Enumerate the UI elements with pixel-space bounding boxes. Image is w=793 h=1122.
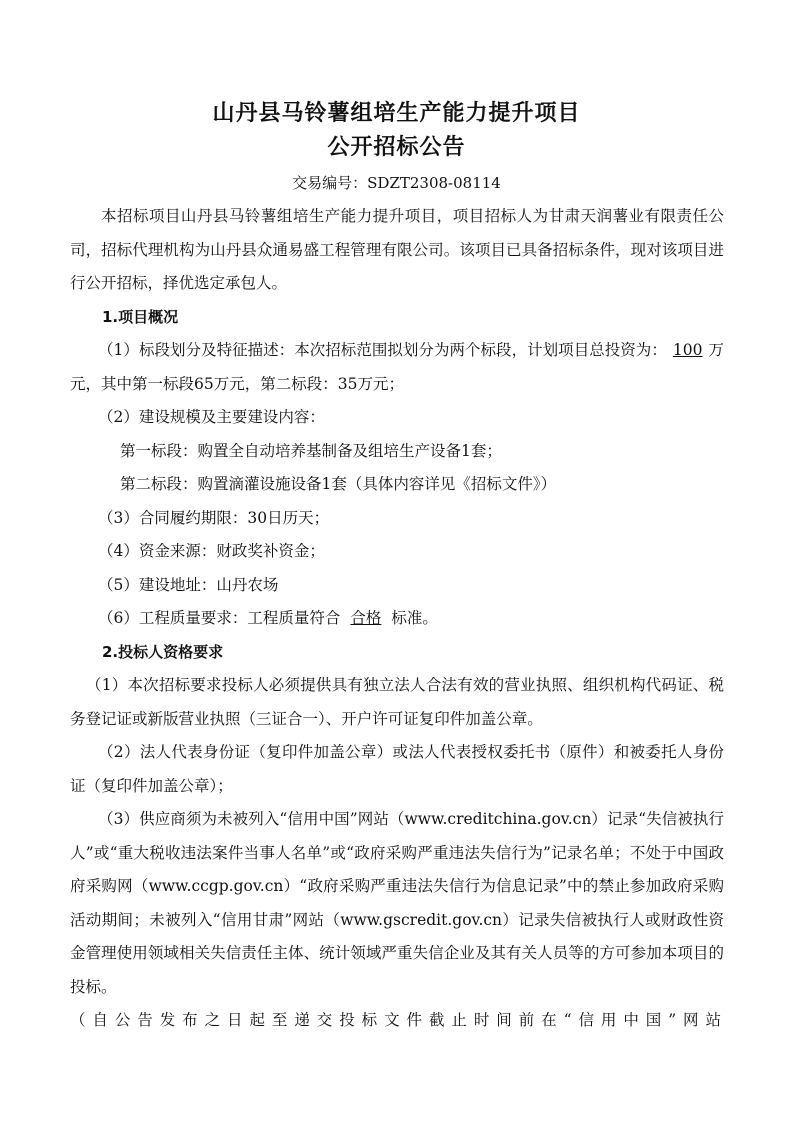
section1-item5: （5）建设地址：山丹农场 [98, 575, 279, 594]
title-line1: 山丹县马铃薯组培生产能力提升项目 [212, 101, 581, 126]
section1-item1 [70, 334, 724, 401]
title-line2: 公开招标公告 [327, 135, 466, 160]
document-body [70, 200, 724, 1038]
item1-suffix: 万元，其中第一标段65万元，第二标段：35万元； [70, 341, 724, 393]
section1-item2: （2）建设规模及主要建设内容： [98, 408, 325, 426]
section2-req3: （3）供应商须为未被列入“信用中国”网站（www.creditchina.gov.cn）记录“失信被执行人”或“重大税收违法案件当事人名单”或“政府采购严重违法失信行为”记录名单；不处于中国政府采购网（www.ccgp.gov.cn）“政府采购严重违法失信行为信息记录”中的禁止参加政府采购活动期间；未被列入“信用甘肃”网站（www.gscredit.gov.cn）记录失信被执行人或财政性资金管理使用领域相关失信责任主体、统计领域严重失信企业及其有关人员等的方可参加本项目的投标。 [70, 810, 724, 996]
section2-heading: 2.投标人资格要求 [102, 642, 224, 661]
item6-prefix: （6）工程质量要求：工程质量符合 [98, 609, 341, 627]
section1-item6 [70, 602, 724, 636]
item6-value: 合格 [350, 609, 382, 627]
section2-req3-tail: （自公告发布之日起至递交投标文件截止时间前在“信用中国”网站 [70, 1011, 724, 1029]
section1-item3: （3）合同履约期限：30日历天； [98, 508, 330, 527]
section2-req1: （1）本次招标要求投标人必须提供具有独立法人合法有效的营业执照、组织机构代码证、税务登记证或新版营业执照（三证合一）、开户许可证复印件加盖公章。 [70, 676, 724, 728]
section2-req2: （2）法人代表身份证（复印件加盖公章）或法人代表授权委托书（原件）和被委托人身份证（复印件加盖公章）； [70, 743, 724, 795]
lot2-text: 第二标段：购置滴灌设施设备1套（具体内容详见《招标文件》） [120, 475, 557, 493]
section1-item4: （4）资金来源：财政奖补资金； [98, 542, 325, 560]
item1-amount: 100 [672, 341, 703, 359]
intro-paragraph: 本招标项目山丹县马铃薯组培生产能力提升项目，项目招标人为甘肃天润薯业有限责任公司，招标代理机构为山丹县众通易盛工程管理有限公司。该项目已具备招标条件，现对该项目进行公开招标，择优选定承包人。 [70, 207, 724, 292]
item6-suffix: 标准。 [391, 609, 438, 627]
lot1-text: 第一标段：购置全自动培养基制备及组培生产设备1套； [120, 441, 502, 460]
section1-heading: 1.项目概况 [102, 307, 179, 326]
trade-code: 交易编号：SDZT2308-08114 [292, 174, 501, 192]
item1-prefix: （1）标段划分及特征描述：本次招标范围拟划分为两个标段，计划项目总投资为： [98, 341, 667, 359]
